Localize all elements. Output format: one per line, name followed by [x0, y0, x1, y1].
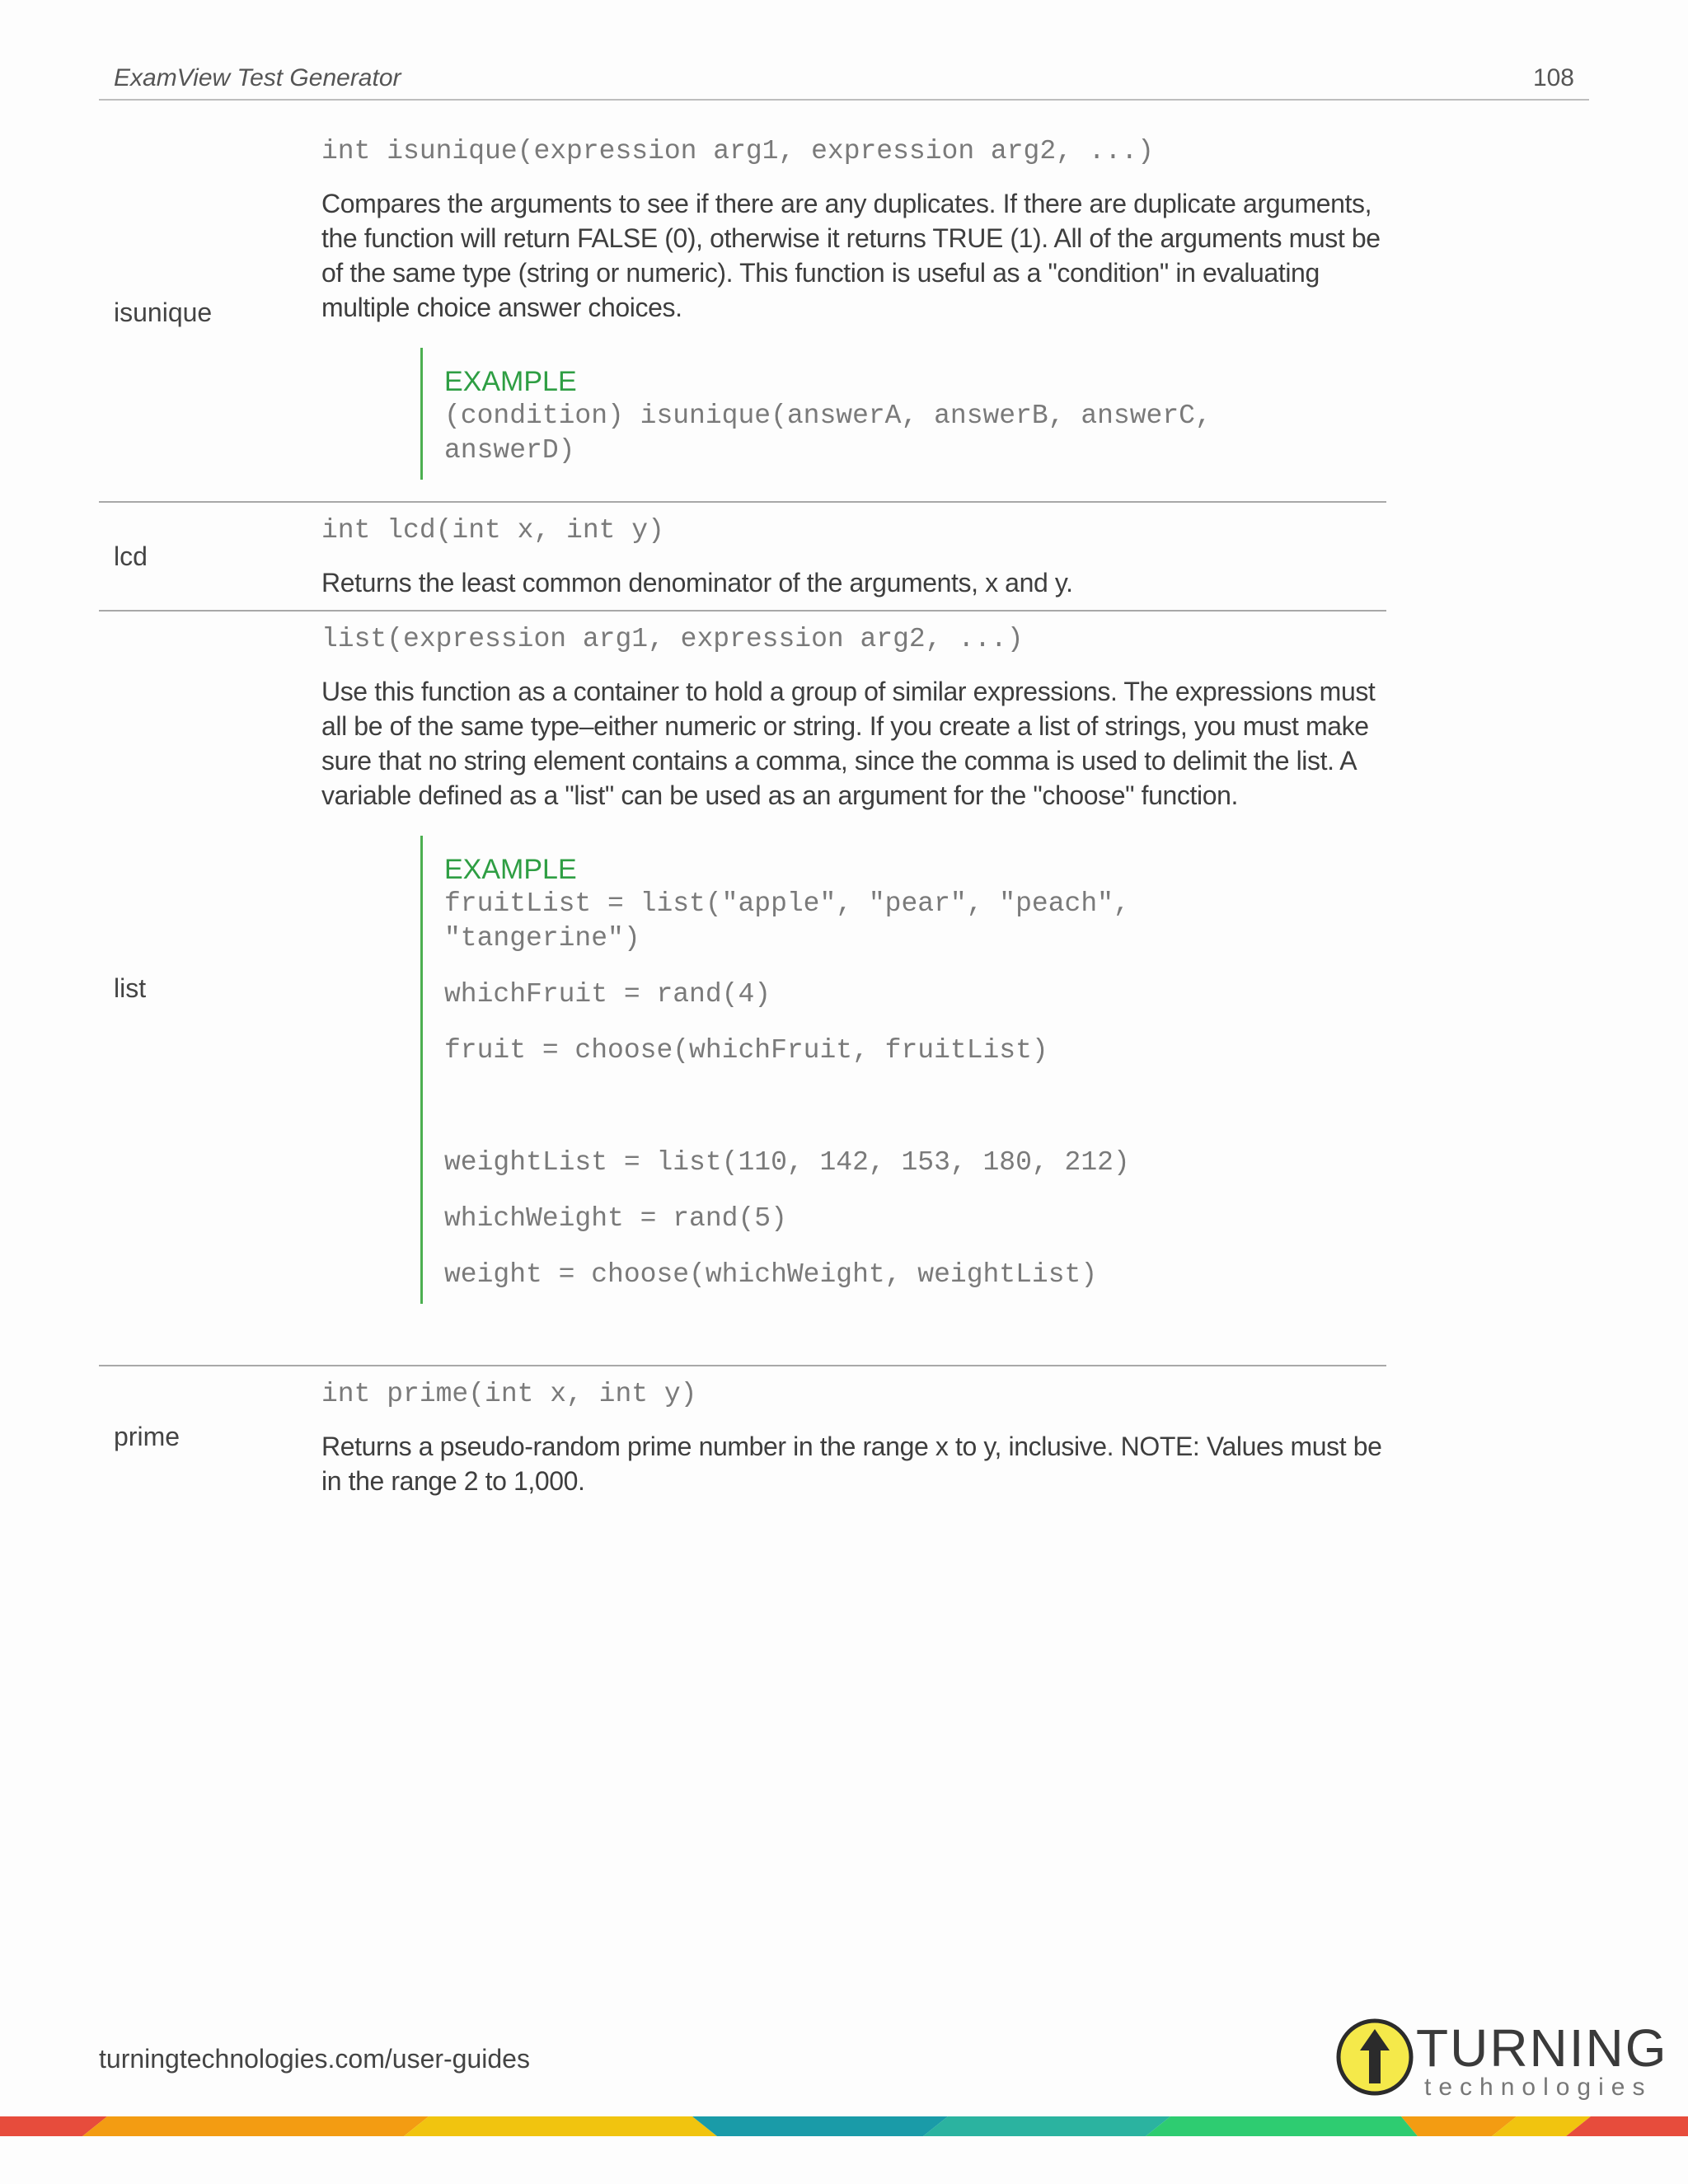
- table-row: [99, 124, 1386, 503]
- logo-wordmark: TURNING: [1416, 2018, 1668, 2078]
- logo-subtitle: technologies: [1424, 2074, 1653, 2101]
- description-text: Use this function as a container to hold a group of similar expressions. The expressions must all be of the same type–either numeric or string. If you create a list of strings, you must make sure that no string element contains a comma, since the comma is used to delimit the list. A variable defined as a "list" can be used as an argument for the "choose" function.: [321, 677, 1376, 810]
- function-description: [321, 612, 1386, 1365]
- example-label: EXAMPLE: [444, 854, 577, 885]
- example-code-line: whichFruit = rand(4): [444, 979, 771, 1010]
- example-code-line: fruitList = list("apple", "pear", "peach", "tangerine"): [444, 888, 1146, 954]
- function-signature: int prime(int x, int y): [321, 1379, 697, 1409]
- footer-url[interactable]: turningtechnologies.com/user-guides: [99, 2044, 530, 2074]
- function-signature: list(expression arg1, expression arg2, ...): [321, 624, 1024, 654]
- function-name: list: [114, 972, 147, 1003]
- function-signature: int lcd(int x, int y): [321, 515, 664, 546]
- description-text: Returns the least common denominator of the arguments, x and y.: [321, 568, 1073, 598]
- example-code-line: whichWeight = rand(5): [444, 1203, 787, 1234]
- function-signature: int isunique(expression arg1, expression arg2, ...): [321, 136, 1154, 166]
- function-name: prime: [114, 1421, 181, 1451]
- function-name: isunique: [114, 297, 213, 327]
- arrow-logo-icon: [1335, 2018, 1414, 2097]
- description-text: Returns a pseudo-random prime number in the range x to y, inclusive. NOTE: Values must be in the range 2 to 1,000.: [321, 1432, 1382, 1496]
- example-block: [420, 836, 1186, 1304]
- description-text: Compares the arguments to see if there are any duplicates. If there are duplicate arguments, the function will return FALSE (0), otherwise it returns TRUE (1). All of the arguments must be of the same type (string or numeric). This function is useful as a "condition" in evaluating multiple choice answer choices.: [321, 189, 1381, 322]
- example-code-line: weightList = list(110, 142, 153, 180, 212): [444, 1147, 1130, 1178]
- table-row: [99, 612, 1386, 1366]
- example-code-line: weight = choose(whichWeight, weightList): [444, 1259, 1098, 1290]
- example-code-line: (condition) isunique(answerA, answerB, answerC, answerD): [444, 401, 1228, 466]
- document-title: ExamView Test Generator: [114, 64, 401, 91]
- color-stripe: [0, 2116, 1688, 2136]
- function-description: [321, 1366, 1386, 1507]
- example-code-line: fruit = choose(whichFruit, fruitList): [444, 1035, 1048, 1066]
- function-table: [99, 124, 1386, 1507]
- page-header: [99, 64, 1589, 101]
- function-description: [321, 124, 1386, 501]
- example-block: [420, 348, 1236, 480]
- function-name: lcd: [114, 541, 148, 571]
- function-description: [321, 503, 1386, 610]
- table-row: [99, 503, 1386, 612]
- example-label: EXAMPLE: [444, 366, 577, 397]
- table-row: [99, 1366, 1386, 1507]
- page-number: 108: [1532, 64, 1574, 91]
- turning-technologies-logo: [1335, 2018, 1668, 2101]
